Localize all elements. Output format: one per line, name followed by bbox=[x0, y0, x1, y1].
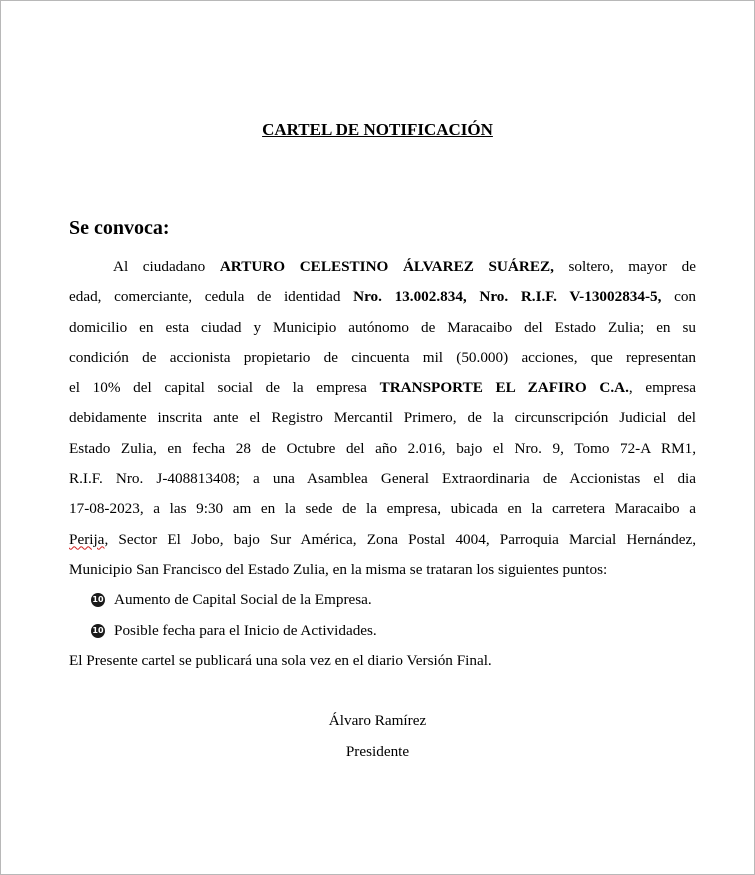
bold-text: Nro. 13.002.834, Nro. R.I.F. V-13002834-5, bbox=[353, 288, 662, 306]
paragraph-line bbox=[69, 343, 696, 373]
bold-text: ARTURO CELESTINO ÁLVAREZ SUÁREZ, bbox=[219, 258, 554, 275]
paragraph-text: con bbox=[661, 288, 697, 306]
paragraph-text: , Sector El Jobo, bajo Sur América, Zona Postal 4004, Parroquia Marcial Hernández, bbox=[104, 530, 696, 548]
paragraph-text: Perija bbox=[69, 530, 105, 548]
document-body bbox=[69, 252, 696, 676]
paragraph-text: edad, comerciante, cedula de identidad bbox=[69, 288, 354, 306]
paragraph-text: condición de accionista propietario de cincuenta mil (50.000) acciones, que representan bbox=[69, 348, 696, 366]
agenda-points-list bbox=[69, 585, 696, 646]
paragraph-line bbox=[69, 464, 696, 494]
signatory-role: Presidente bbox=[345, 743, 410, 760]
paragraph-text: , empresa bbox=[628, 379, 696, 397]
convocation-paragraph bbox=[69, 252, 696, 585]
paragraph-line bbox=[69, 494, 696, 524]
paragraph-text: el 10% del capital social de la empresa bbox=[69, 379, 380, 397]
numbered-circle-icon: 10 bbox=[91, 624, 105, 638]
paragraph-line bbox=[69, 525, 696, 555]
document-title: CARTEL DE NOTIFICACIÓN bbox=[262, 120, 493, 139]
paragraph-line bbox=[69, 252, 696, 282]
paragraph-text: soltero, mayor de bbox=[553, 258, 696, 275]
paragraph-text: Estado Zulia, en fecha 28 de Octubre del año 2.016, bajo el Nro. 9, Tomo 72-A RM1, bbox=[69, 439, 696, 457]
paragraph-line bbox=[69, 403, 696, 433]
signatory-name: Álvaro Ramírez bbox=[328, 712, 427, 729]
publication-note: El Presente cartel se publicará una sola vez en el diario Versión Final. bbox=[69, 651, 492, 669]
paragraph-line bbox=[69, 555, 696, 585]
paragraph-text: Municipio San Francisco del Estado Zulia, en la misma se trataran los siguientes puntos: bbox=[69, 560, 608, 578]
paragraph-line bbox=[69, 282, 696, 312]
paragraph-text: debidamente inscrita ante el Registro Mercantil Primero, de la circunscripción Judicial del bbox=[69, 409, 696, 427]
convocation-heading: Se convoca: bbox=[69, 217, 170, 239]
agenda-point bbox=[69, 616, 696, 646]
paragraph-line bbox=[69, 434, 696, 464]
paragraph-line bbox=[69, 313, 696, 343]
paragraph-text: R.I.F. Nro. J-408813408; a una Asamblea General Extraordinaria de Accionistas el dia bbox=[69, 470, 696, 488]
agenda-point bbox=[69, 585, 696, 615]
paragraph-text: Al ciudadano bbox=[113, 258, 220, 275]
paragraph-text: domicilio en esta ciudad y Municipio autónomo de Maracaibo del Estado Zulia; en su bbox=[69, 318, 696, 336]
numbered-circle-icon: 10 bbox=[91, 593, 105, 607]
agenda-point-text: Aumento de Capital Social de la Empresa. bbox=[114, 591, 372, 609]
paragraph-line bbox=[69, 373, 696, 403]
bold-text: TRANSPORTE EL ZAFIRO C.A. bbox=[379, 379, 629, 397]
agenda-point-text: Posible fecha para el Inicio de Actividades. bbox=[114, 621, 377, 639]
paragraph-text: 17-08-2023, a las 9:30 am en la sede de la empresa, ubicada en la carretera Maracaibo a bbox=[69, 500, 696, 518]
